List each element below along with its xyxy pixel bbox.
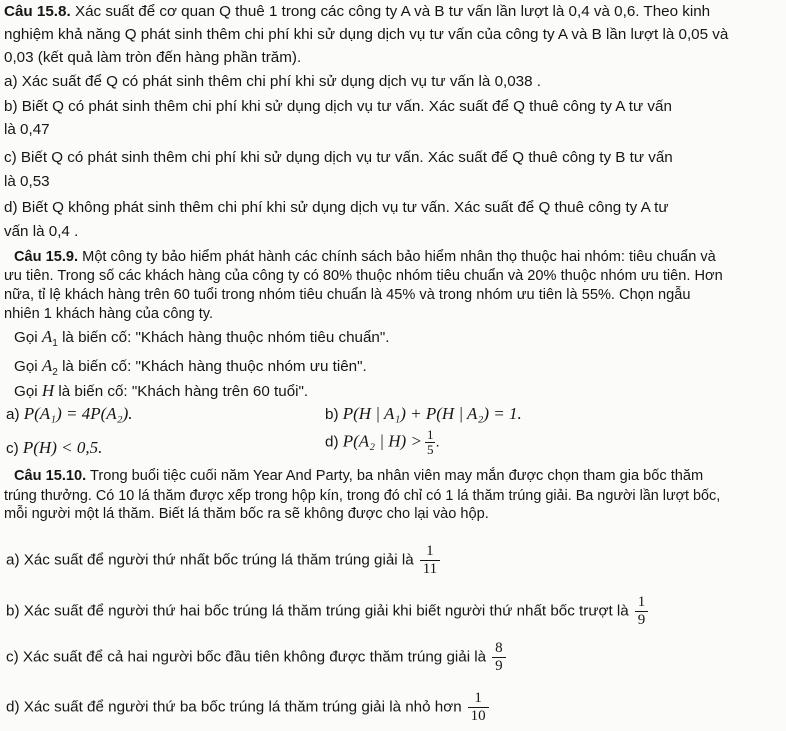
q159-def1-variable: A (41, 327, 53, 346)
q159-def2-prefix: Gọi (14, 358, 38, 375)
q159-def2-variable: A (41, 356, 53, 375)
q1510-option-c (6, 640, 506, 675)
q159-intro-line-3: nữa, tỉ lệ khách hàng trên 60 tuổi trong nhóm tiêu chuẩn là 45% và trong nhóm ưu tiên là 55%. Chọn ngẫu (4, 287, 691, 303)
q159-option-a-expression: P(A₁) = 4P(A₂). (23, 404, 133, 423)
q159-def2-subscript: 2 (52, 367, 58, 379)
q158-intro-text-1: Xác suất để cơ quan Q thuê 1 trong các công ty A và B tư vấn lần lượt là 0,4 và 0,6. Theo kinh (74, 3, 711, 20)
q1510-intro-line-1 (14, 466, 780, 486)
q158-intro-line-1 (4, 2, 780, 22)
q159-option-d-denominator: 5 (426, 442, 434, 457)
q1510-option-a-text: a) Xác suất để người thứ nhất bốc trúng lá thăm trúng giải là (6, 551, 414, 569)
q159-def1-subscript: 1 (52, 338, 58, 350)
q159-option-d-expression: P(A₂ | H) > (342, 431, 422, 451)
q1510-option-b-text: b) Xác suất để người thứ hai bốc trúng lá thăm trúng giải khi biết người thứ nhất bốc trượt là (6, 602, 629, 620)
q159-definition-h (14, 381, 780, 402)
q159-def3-text: là biến cố: "Khách hàng trên 60 tuổi". (58, 383, 309, 400)
q158-title: Câu 15.8. (4, 3, 71, 20)
q159-definition-a1 (14, 327, 780, 354)
q158-option-d-line-2: vấn là 0,4 . (4, 223, 79, 240)
q159-option-d-fraction (425, 428, 436, 457)
q159-option-c (6, 438, 102, 458)
q159-def3-prefix: Gọi (14, 383, 38, 400)
q1510-option-c-fraction (492, 640, 506, 675)
q1510-intro-line-2: trúng thưởng. Có 10 lá thăm được xếp trong hộp kín, trong đó chỉ có 1 lá thăm trúng giải. Ba người lần lượt bốc, (4, 488, 721, 504)
q159-option-b (325, 404, 522, 424)
q159-option-c-label: c) (6, 440, 19, 457)
q1510-option-c-text: c) Xác suất để cả hai người bốc đầu tiên không được thăm trúng giải là (6, 648, 487, 666)
q1510-option-a-fraction (420, 543, 440, 578)
q159-option-a (6, 404, 132, 424)
q1510-title: Câu 15.10. (14, 468, 87, 484)
q159-def1-text: là biến cố: "Khách hàng thuộc nhóm tiêu chuẩn". (62, 329, 390, 346)
q1510-option-c-denominator: 9 (495, 658, 503, 674)
q158-intro-line-3: 0,03 (kết quả làm tròn đến hàng phần trăm). (4, 49, 302, 66)
q158-option-d-line-1: d) Biết Q không phát sinh thêm chi phí khi sử dụng dịch vụ tư vấn. Xác suất để Q thuê công ty A tư (4, 199, 669, 216)
q1510-option-d (6, 690, 489, 725)
q158-option-c-line-1: c) Biết Q có phát sinh thêm chi phí khi sử dụng dịch vụ tư vấn. Xác suất để Q thuê công ty B tư vấn (4, 149, 673, 166)
q1510-option-c-numerator: 8 (492, 640, 506, 658)
q158-option-a: a) Xác suất để Q có phát sinh thêm chi phí khi sử dụng dịch vụ tư vấn là 0,038 . (4, 73, 542, 90)
q158-option-b-line-1: b) Biết Q có phát sinh thêm chi phí khi sử dụng dịch vụ tư vấn. Xác suất để Q thuê công ty A tư vấn (4, 98, 672, 115)
q1510-option-b-numerator: 1 (635, 594, 649, 612)
q1510-intro-text-1: Trong buổi tiệc cuối năm Year And Party, ba nhân viên may mắn được chọn tham gia bốc thăm (90, 468, 704, 484)
q159-def3-variable: H (41, 381, 55, 400)
q159-intro-line-1 (14, 247, 780, 267)
q1510-option-a-numerator: 1 (420, 543, 440, 561)
q1510-option-d-fraction (468, 690, 489, 725)
q1510-option-d-numerator: 1 (468, 690, 489, 708)
q159-option-b-label: b) (325, 406, 339, 423)
q158-option-b-line-2: là 0,47 (4, 121, 50, 138)
q159-option-d-numerator: 1 (426, 427, 434, 442)
q159-option-d-period: . (435, 433, 440, 451)
q159-intro-line-4: nhiên 1 khách hàng của công ty. (4, 306, 214, 322)
q158-option-c-line-2: là 0,53 (4, 173, 50, 190)
q1510-option-b (6, 594, 648, 629)
q159-def1-prefix: Gọi (14, 329, 38, 346)
q159-option-a-label: a) (6, 406, 20, 423)
q1510-option-a-denominator: 11 (422, 561, 438, 577)
q159-option-d-label: d) (325, 433, 339, 451)
q159-option-c-expression: P(H) < 0,5. (22, 438, 103, 457)
q1510-option-a (6, 543, 440, 578)
q1510-option-d-text: d) Xác suất để người thứ ba bốc trúng lá thăm trúng giải là nhỏ hơn (6, 698, 462, 716)
q1510-option-d-denominator: 10 (470, 708, 486, 724)
q159-option-b-expression: P(H | A₁) + P(H | A₂) = 1. (342, 404, 522, 423)
q1510-option-b-fraction (635, 594, 649, 629)
q159-def2-text: là biến cố: "Khách hàng thuộc nhóm ưu tiên". (62, 358, 367, 375)
q159-intro-text-1: Một công ty bảo hiểm phát hành các chính sách bảo hiểm nhân thọ thuộc hai nhóm: tiêu chuẩn và (82, 249, 716, 265)
q159-intro-line-2: ưu tiên. Trong số các khách hàng của công ty có 80% thuộc nhóm tiêu chuẩn và 20% thuộc nhóm ưu tiên. Hơn (4, 268, 723, 284)
q158-intro-line-2: nghiệm khả năng Q phát sinh thêm chi phí khi sử dụng dịch vụ tư vấn của công ty A và B lần lượt là 0,05 và (4, 26, 729, 43)
q1510-option-b-denominator: 9 (637, 612, 646, 628)
q1510-intro-line-3: mỗi người một lá thăm. Biết lá thăm bốc ra sẽ không được cho lại vào hộp. (4, 506, 489, 522)
q159-definition-a2 (14, 356, 780, 383)
q159-title: Câu 15.9. (14, 249, 79, 265)
q159-option-d (325, 428, 440, 457)
